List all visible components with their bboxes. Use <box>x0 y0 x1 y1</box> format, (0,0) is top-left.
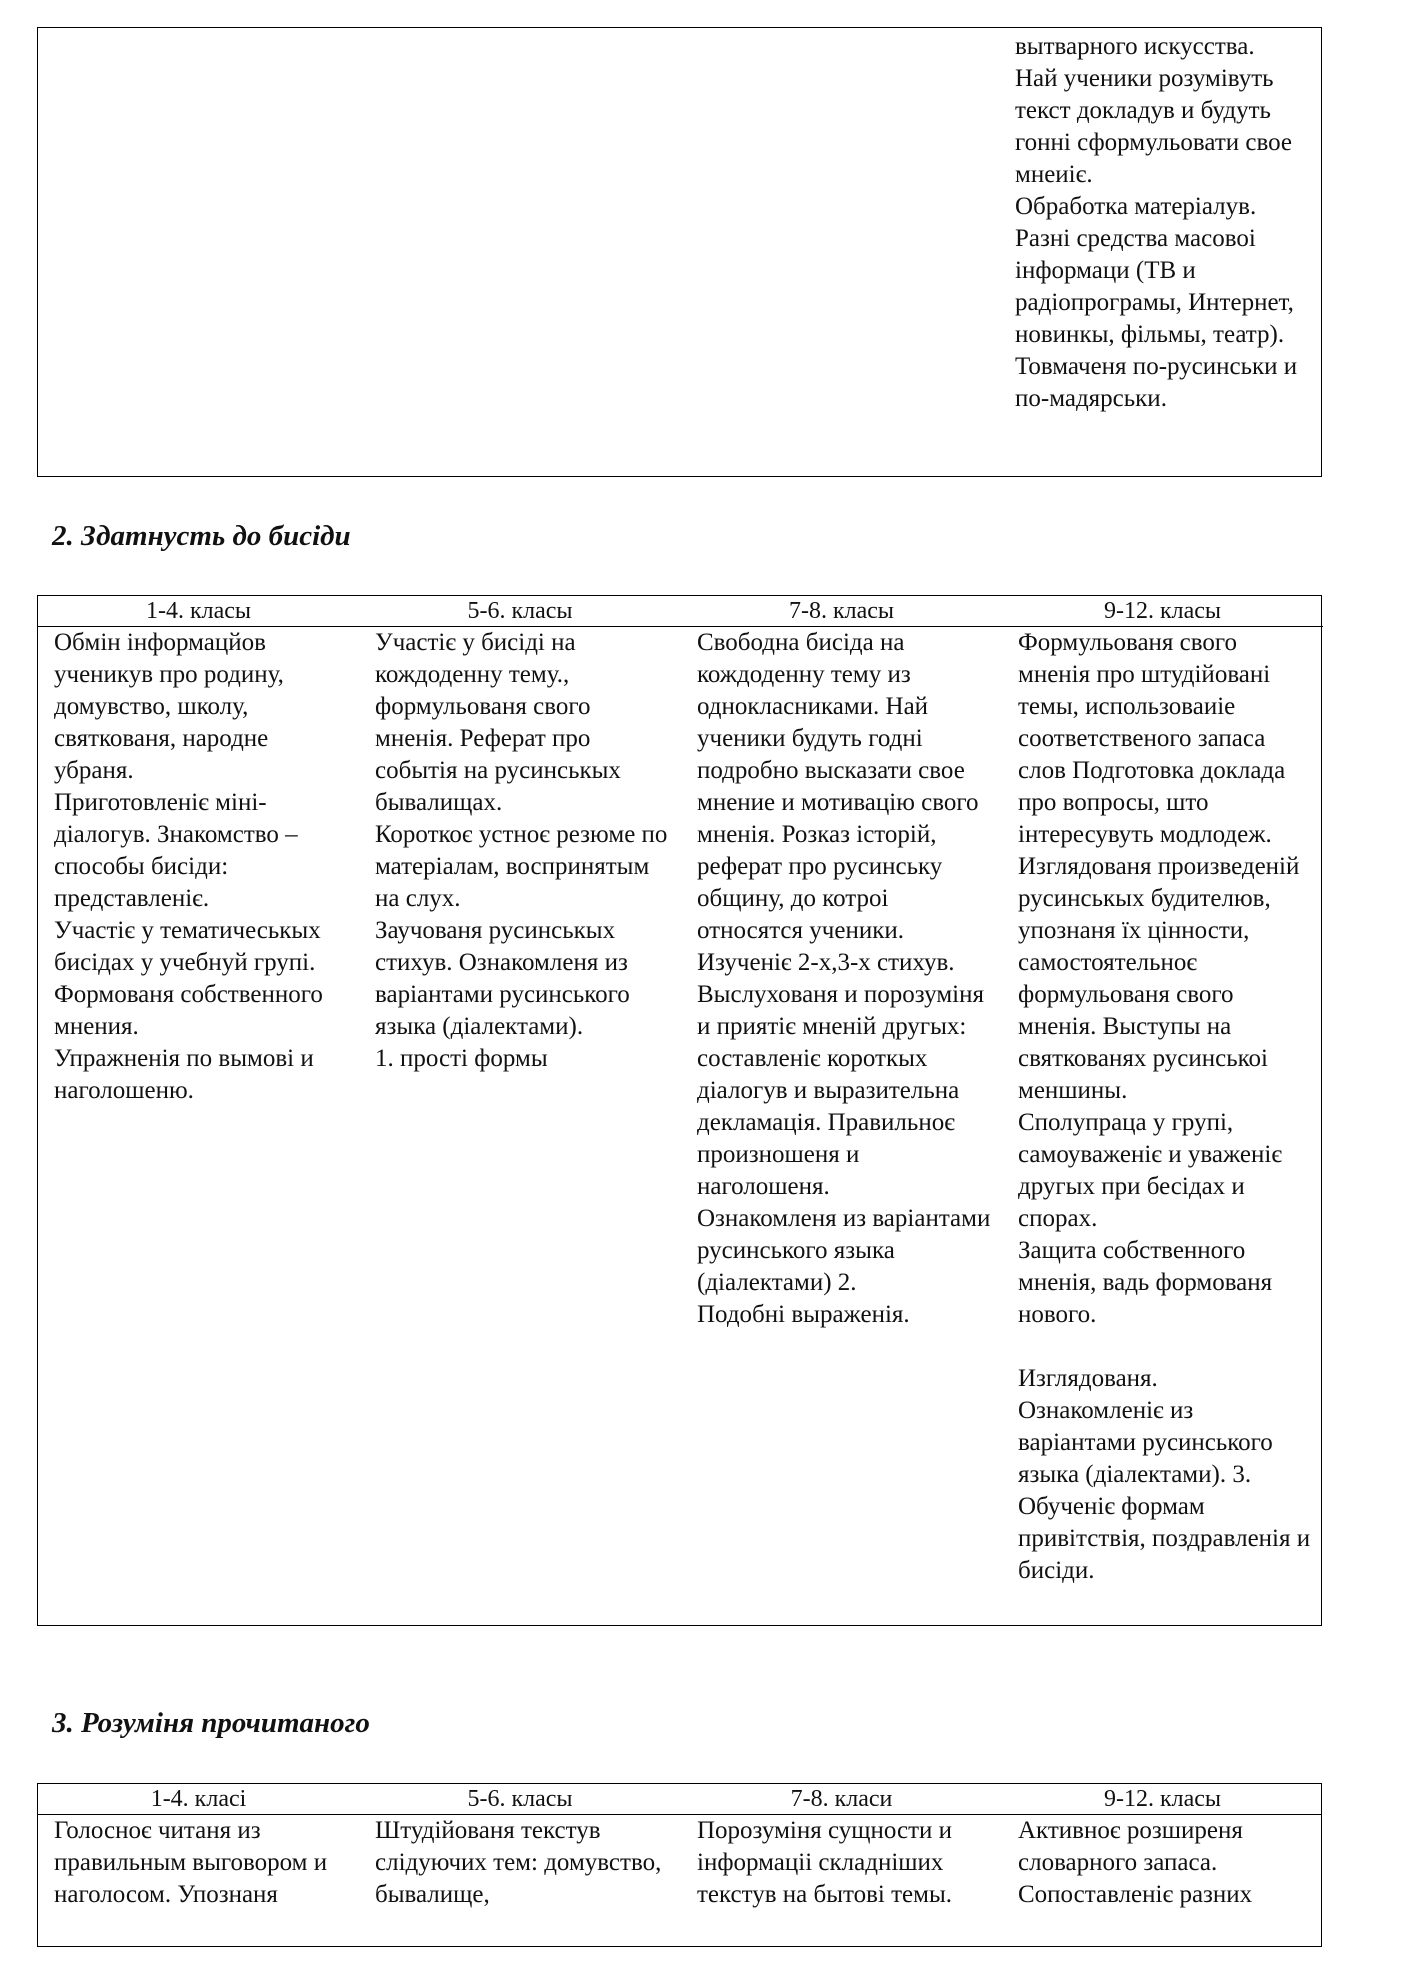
table-row <box>38 627 1321 1587</box>
reading-comprehension-table <box>37 1783 1322 1947</box>
table-cell: Голосноє читаня из правильным выговором и наголосом. Упознаня <box>54 1817 328 1908</box>
column-header: 9-12. класы <box>1002 1784 1322 1815</box>
column-header: 5-6. класы <box>359 1784 681 1815</box>
column-header: 7-8. класи <box>681 1784 1002 1815</box>
continued-cell: вытварного искусства. Най ученики розумівуть текст докладув и будуть гонні сформульовати свое мнеиіє. Обработка матеріалув. Разні средства масовоі інформаци (ТВ и радіопрограмы, Интернет, новинкы, фільмы, театр). Товмачeня по-русинськи и по-мадярськи. <box>1015 33 1298 412</box>
table-cell: Обмін інформацйов ученикув про родину, домувство, школу, святкованя, народне убраня. Приготовленіє міні-діалогув. Знакомство – способы бисіди: представленіє. Участіє у тематичеськых бисідах у учебнуй групі. Формованя собственного мнения. Упражненія по вымові и наголошеню. <box>54 629 323 1104</box>
column-header: 5-6. класы <box>359 596 681 627</box>
table-cell: Формульованя свого мненія про штудійовані темы, использоваиіе соответственого запаса слов Подготовка доклада про вопросы, што інтересувуть модлодеж. Изглядованя произведеній русинськых будителюв, упознаня їх цінности, самостоятельноє формульованя свого мненія. Выступы на святкованях русинськоі меншины. Сполупраца у групі, самоуваженіє и уваженіє другых при бесідах и спорах. Защита собственного мненія, вадь формованя нового. Изглядованя. Ознакомленіє из варіантами русинського языка (діалектами). 3. Обученіє формам привітствія, поздравленія и бисіди. <box>1018 629 1311 1584</box>
table-cell: Штудійованя текстув слідуючих тем: домувство, бывалище, <box>375 1817 662 1908</box>
section-heading: 2. Здатнусть до бисіди <box>52 520 351 552</box>
table-cell: Порозуміня сущности и інформаціі складніших текстув на бытові темы. <box>697 1817 953 1908</box>
column-header: 7-8. класы <box>681 596 1002 627</box>
table-cell: Активноє розширеня словарного запаса. Сопоставленіє разних <box>1018 1817 1253 1908</box>
section-heading: 3. Розуміня прочитаного <box>52 1707 370 1739</box>
column-header: 9-12. класы <box>1002 596 1323 627</box>
column-header: 1-4. класі <box>38 1784 359 1815</box>
table-cell: Свободна бисіда на кождоденну тему из однокласниками. Най ученики будуть годні подробно высказати свое мнение и мотивацію свого мненія. Розказ історій, реферат про русинську общину, до котроі относятся ученики. Изученіє 2-х,3-х стихув. Выслухованя и порозуміня и приятіє мнeній другых: составленіє короткых діалогув и выразительна декламація. Правильноє произношеня и наголошеня. Ознакомленя из варіантами русинського языка (діалектами) 2. Подобні выраженія. <box>697 629 991 1328</box>
table-header-row <box>38 596 1321 627</box>
speaking-skills-table <box>37 595 1322 1626</box>
column-header: 1-4. класы <box>38 596 359 627</box>
continued-table <box>37 27 1322 477</box>
table-row <box>38 1815 1321 1911</box>
table-header-row <box>38 1784 1321 1815</box>
table-cell: Участіє у бисіді на кождоденну тему., формульованя свого мненія. Реферат про событія на русинськых бывалищах. Короткоє устноє резюме по матеріалам, воспринятым на слух. Заучованя русинськых стихув. Ознакомленя из варіантами русинського языка (діалектами). 1. прості формы <box>375 629 668 1072</box>
